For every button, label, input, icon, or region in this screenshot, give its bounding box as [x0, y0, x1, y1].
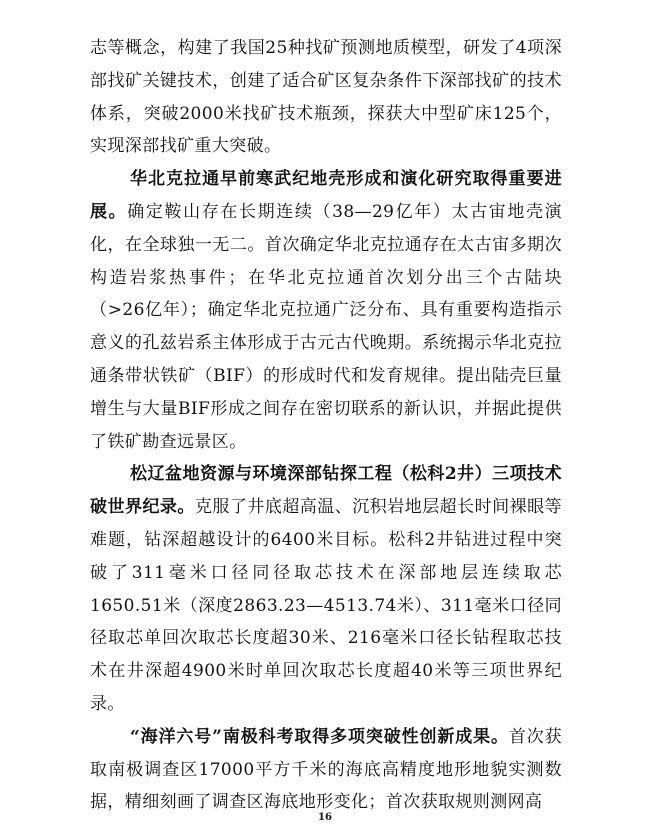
paragraph-lead-heading: 华北克拉通早前寒武纪地壳形成和演化研究取得重要进展。: [90, 169, 562, 222]
page-number: 16: [318, 812, 332, 823]
paragraph-continuation: [90, 32, 562, 163]
document-body: [90, 32, 562, 819]
paragraph-text: 首次获取南极调查区17000平方千米的海底高精度地形地貌实测数据，精细刻画了调查区海底地形变化；首次获取规则测网高: [90, 726, 562, 813]
paragraph-text: 志等概念，构建了我国25种找矿预测地质模型，研发了4项深部找矿关键技术，创建了适合矿区复杂条件下深部找矿的技术体系，突破2000米找矿技术瓶颈，探获大中型矿床125个，实现深部找矿重大突破。: [90, 38, 562, 157]
paragraph-text: 确定鞍山存在长期连续（38—29亿年）太古宙地壳演化，在全球独一无二。首次确定华北克拉通存在太古宙多期次构造岩浆热事件；在华北克拉通首次划分出三个古陆块（>26亿年）；确定华北克拉通广泛分布、具有重要构造指示意义的孔兹岩系主体形成于古元古代晚期。系统揭示华北克拉通条带状铁矿（BIF）的形成时代和发育规律。提出陆壳巨量增生与大量BIF形成之间存在密切联系的新认识，并据此提供了铁矿勘查远景区。: [90, 201, 562, 452]
paragraph-north-china-craton: [90, 163, 562, 458]
paragraph-lead-heading: 松辽盆地资源与环境深部钻探工程（松科2井）三项技术破世界纪录。: [90, 464, 562, 518]
paragraph-lead-heading: “海洋六号”南极科考取得多项突破性创新成果。: [130, 726, 509, 747]
paragraph-text: 克服了井底超高温、沉积岩地层超长时间裸眼等难题，钻深超越设计的6400米目标。松科2井钻进过程中突破了311毫米口径同径取芯技术在深部地层连续取芯1650.51米（深度2863.23—4513.74米）、311毫米口径同径取芯单回次取芯长度超30米、216毫米口径长钻程取芯技术在井深超4900米时单回次取芯长度超40米等三项世界纪录。: [90, 497, 562, 714]
paragraph-ocean-six-antarctic: [90, 721, 562, 819]
paragraph-songliao-drilling: [90, 458, 562, 720]
